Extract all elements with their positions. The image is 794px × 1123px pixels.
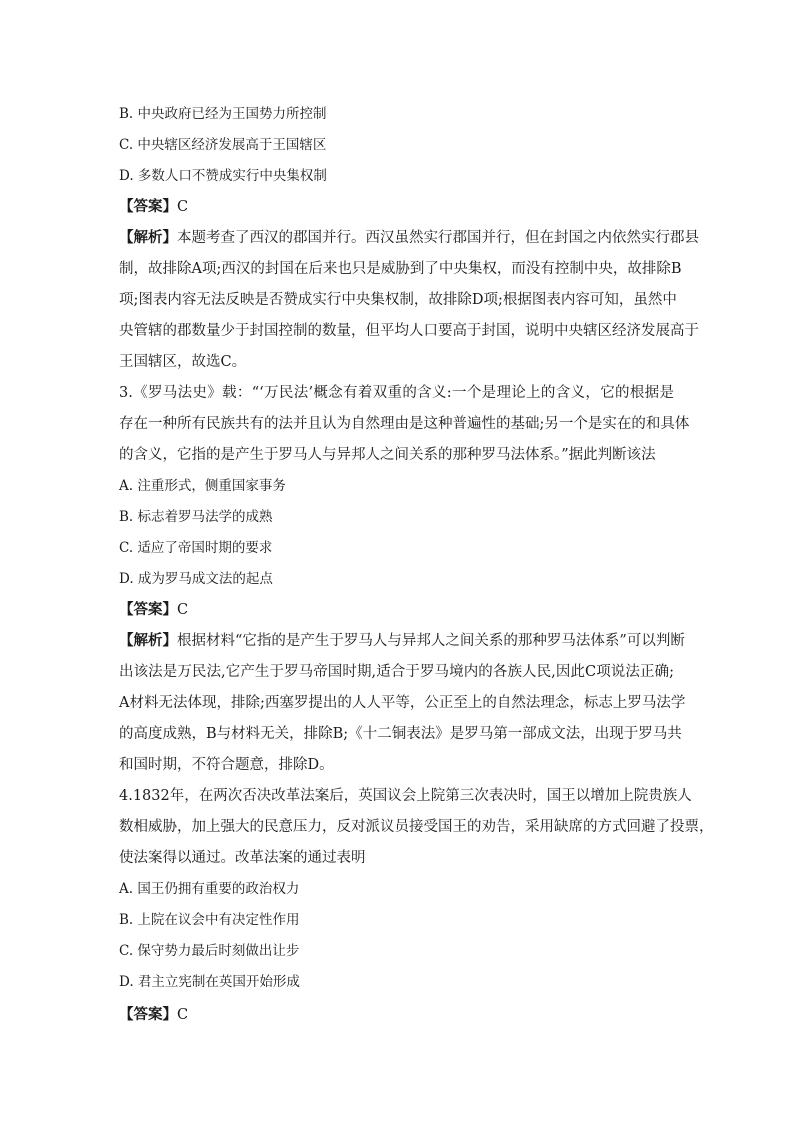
answer-tag: 【答案】: [119, 1006, 177, 1023]
answer-tag: 【答案】: [119, 601, 177, 618]
q3-stem-line: 3.《罗马法史》载：“‘万民法’概念有着双重的含义:一个是理论上的含义，它的根据是: [119, 385, 674, 401]
q3-analysis-line: 的高度成熟，B与材料无关，排除B;《十二铜表法》是罗马第一部成文法，出现于罗马共: [119, 726, 682, 742]
q2-option-b: B. 中央政府已经为王国势力所控制: [119, 106, 327, 122]
q3-option-d: D. 成为罗马成文法的起点: [119, 571, 273, 587]
q2-option-c: C. 中央辖区经济发展高于王国辖区: [119, 137, 327, 153]
answer-value: C: [177, 1007, 189, 1023]
q3-stem-line: 存在一种所有民族共有的法并且认为自然理由是这种普遍性的基础;另一个是实在的和具体: [119, 416, 690, 432]
answer-value: C: [177, 199, 189, 215]
answer-tag: 【答案】: [119, 198, 177, 215]
q4-option-a: A. 国王仍拥有重要的政治权力: [119, 881, 300, 897]
q2-option-d: D. 多数人口不赞成实行中央集权制: [119, 168, 327, 184]
q3-analysis-line: [119, 631, 685, 651]
q3-answer: [119, 600, 188, 620]
q4-stem-line: 4.1832年，在两次否决改革法案后，英国议会上院第三次表决时，国王以增加上院贵族人: [119, 788, 692, 804]
q2-analysis-line: 项;图表内容无法反映是否赞成实行中央集权制，故排除D项;根据图表内容可知，虽然中: [119, 292, 677, 308]
q3-analysis-line: 和国时期，不符合题意，排除D。: [119, 757, 334, 773]
q2-analysis-line: 制，故排除A项;西汉的封国在后来也只是威胁到了中央集权，而没有控制中央，故排除B: [119, 261, 682, 277]
analysis-text: 根据材料“它指的是产生于罗马人与异邦人之间关系的那种罗马法体系”可以判断: [177, 633, 685, 649]
q3-analysis-line: A材料无法体现，排除;西塞罗提出的人人平等，公正至上的自然法理念，标志上罗马法学: [119, 695, 686, 711]
q3-analysis-line: 出该法是万民法,它产生于罗马帝国时期,适合于罗马境内的各族人民,因此C项说法正确;: [119, 664, 674, 680]
q4-stem-line: 数相威胁，加上强大的民意压力，反对派议员接受国王的劝告，采用缺席的方式回避了投票，: [119, 819, 714, 835]
q3-option-c: C. 适应了帝国时期的要求: [119, 540, 273, 556]
q2-analysis-line: 央管辖的郡数量少于封国控制的数量，但平均人口要高于封国，说明中央辖区经济发展高于: [119, 323, 699, 339]
analysis-tag: 【解析】: [119, 632, 177, 649]
analysis-tag: 【解析】: [119, 229, 177, 246]
q4-stem-line: 使法案得以通过。改革法案的通过表明: [119, 850, 366, 866]
q3-stem-line: 的含义，它指的是产生于罗马人与异邦人之间关系的那种罗马法体系。”据此判断该法: [119, 447, 656, 463]
answer-value: C: [177, 602, 189, 618]
q3-option-a: A. 注重形式，侧重国家事务: [119, 478, 286, 494]
q4-option-d: D. 君主立宪制在英国开始形成: [119, 974, 300, 990]
q4-answer: [119, 1005, 188, 1025]
q4-option-b: B. 上院在议会中有决定性作用: [119, 912, 300, 928]
q2-analysis-line: [119, 228, 699, 248]
q4-option-c: C. 保守势力最后时刻做出让步: [119, 943, 300, 959]
q3-option-b: B. 标志着罗马法学的成熟: [119, 509, 273, 525]
q2-answer: [119, 197, 188, 217]
q2-analysis-line: 王国辖区，故选C。: [119, 354, 247, 370]
analysis-text: 本题考查了西汉的郡国并行。西汉虽然实行郡国并行，但在封国之内依然实行郡县: [177, 230, 699, 246]
